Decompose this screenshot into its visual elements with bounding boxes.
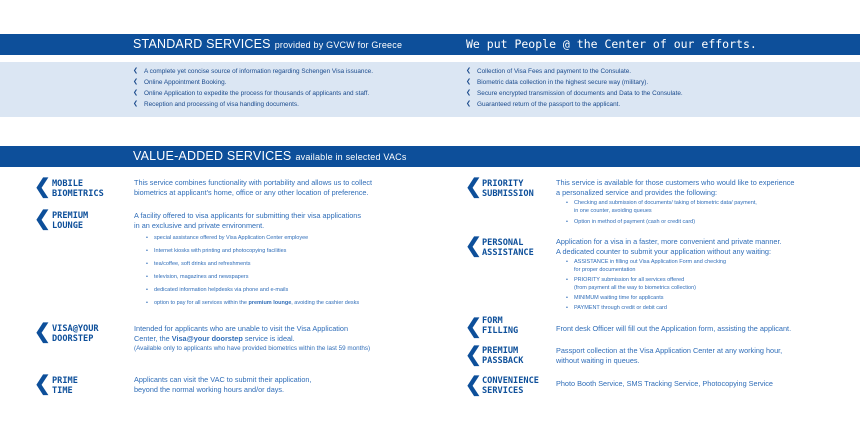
premium-lounge-list (146, 235, 359, 313)
list-item: ❮ Collection of Visa Fees and payment to the Consulate. (466, 68, 632, 75)
chevron-left-icon: ❮ (465, 344, 482, 366)
chevron-left-icon: ❮ (133, 90, 139, 96)
form-filling-description: Front desk Officer will fill out the Application form, assisting the applicant. (556, 324, 792, 333)
list-item: • Internet kiosks with printing and photocopying facilities (146, 248, 359, 261)
standard-services-title (133, 37, 402, 51)
value-added-services-title (133, 149, 407, 163)
list-item: • PAYMENT through credit or debit card (566, 304, 726, 312)
chevron-left-icon: ❮ (133, 101, 139, 107)
chevron-left-icon: ❮ (466, 79, 472, 85)
list-item: • dedicated information helpdesks via phone and e-mails (146, 287, 359, 300)
premium-passback-description: Passport collection at the Visa Application Center at any working hour, without waiting in queues. (556, 346, 783, 365)
list-item: • television, magazines and newspapers (146, 274, 359, 287)
list-item: ❮ Biometric data collection in the highest secure way (military). (466, 79, 649, 86)
standard-services-banner (0, 34, 860, 55)
chevron-left-icon: ❮ (465, 374, 482, 396)
convenience-services-description: Photo Booth Service, SMS Tracking Service, Photocopying Service (556, 379, 773, 388)
list-item: • Checking and submission of documents/ taking of biometric data/ payment, in one counter, avoiding queues (566, 199, 757, 215)
prime-time-title: PRIME TIME (52, 376, 78, 396)
form-filling-title: FORM FILLING (482, 316, 519, 336)
personal-assistance-description: Application for a visa in a faster, more convenient and private manner. A dedicated counter to submit your application without any waiting: (556, 237, 782, 256)
chevron-left-icon: ❮ (133, 79, 139, 85)
visa-doorstep-description: Intended for applicants who are unable to visit the Visa Application Center, the Visa@your doorstep service is ideal. (Available only to applicants who have provided biometrics within the last 59 months) (134, 324, 371, 352)
personal-assistance-title: PERSONAL ASSISTANCE (482, 238, 534, 258)
list-item: ❮ Reception and processing of visa handling documents. (133, 101, 299, 108)
chevron-left-icon: ❮ (466, 101, 472, 107)
list-item: ❮ Guaranteed return of the passport to the applicant. (466, 101, 621, 108)
list-item: • PRIORITY submission for all services offered (from payment all the way to biometrics collection) (566, 276, 726, 292)
list-item: ❮ Online Appointment Booking. (133, 79, 227, 86)
priority-submission-list (566, 199, 757, 226)
list-item: ❮ Online Application to expedite the process for thousands of applicants and staff. (133, 90, 370, 97)
premium-passback-title: PREMIUM PASSBACK (482, 346, 524, 366)
list-item: • ASSISTANCE in filling out Visa Application Form and checking for proper documentation (566, 258, 726, 274)
chevron-left-icon: ❮ (466, 68, 472, 74)
list-item: • special assistance offered by Visa Application Center employee (146, 235, 359, 248)
value-added-services-subtitle: available in selected VACs (295, 152, 407, 162)
list-item: ❮ A complete yet concise source of information regarding Schengen Visa issuance. (133, 68, 374, 75)
list-item: • MINIMUM waiting time for applicants (566, 294, 726, 302)
list-item: • Option in method of payment (cash or credit card) (566, 218, 757, 226)
priority-submission-description: This service is available for those customers who would like to experience a personalized service and provides the following: (556, 178, 795, 197)
premium-lounge-description: A facility offered to visa applicants for submitting their visa applications in an exclusive and private environment. (134, 211, 361, 230)
chevron-left-icon: ❮ (34, 321, 51, 343)
value-added-services-heading: VALUE-ADDED SERVICES (133, 149, 292, 163)
prime-time-description: Applicants can visit the VAC to submit their application, beyond the normal working hours and/or days. (134, 375, 312, 394)
chevron-left-icon: ❮ (34, 176, 51, 198)
tagline: We put People @ the Center of our efforts. (466, 37, 757, 51)
standard-services-right-list (466, 66, 683, 110)
chevron-left-icon: ❮ (466, 90, 472, 96)
chevron-left-icon: ❮ (34, 208, 51, 230)
chevron-left-icon: ❮ (465, 235, 482, 257)
chevron-left-icon: ❮ (465, 176, 482, 198)
mobile-biometrics-title: MOBILE BIOMETRICS (52, 179, 104, 199)
standard-services-heading: STANDARD SERVICES (133, 37, 271, 51)
priority-submission-title: PRIORITY SUBMISSION (482, 179, 534, 199)
list-item: • tea/coffee, soft drinks and refreshments (146, 261, 359, 274)
standard-services-panel (0, 62, 860, 117)
list-item: • option to pay for all services within the premium lounge, avoiding the cashier desks (146, 300, 359, 313)
chevron-left-icon: ❮ (465, 316, 482, 338)
chevron-left-icon: ❮ (34, 373, 51, 395)
convenience-services-title: CONVENIENCE SERVICES (482, 376, 539, 396)
standard-services-left-list (133, 66, 373, 110)
list-item: ❮ Secure encrypted transmission of documents and Data to the Consulate. (466, 90, 683, 97)
premium-lounge-title: PREMIUM LOUNGE (52, 211, 89, 231)
visa-doorstep-title: VISA@YOUR DOORSTEP (52, 324, 99, 344)
standard-services-subtitle: provided by GVCW for Greece (274, 40, 403, 50)
value-added-services-banner (0, 146, 860, 167)
mobile-biometrics-description: This service combines functionality with portability and allows us to collect biometrics at applicant's home, office or any other location of preference. (134, 178, 373, 197)
personal-assistance-list (566, 258, 726, 312)
chevron-left-icon: ❮ (133, 68, 139, 74)
